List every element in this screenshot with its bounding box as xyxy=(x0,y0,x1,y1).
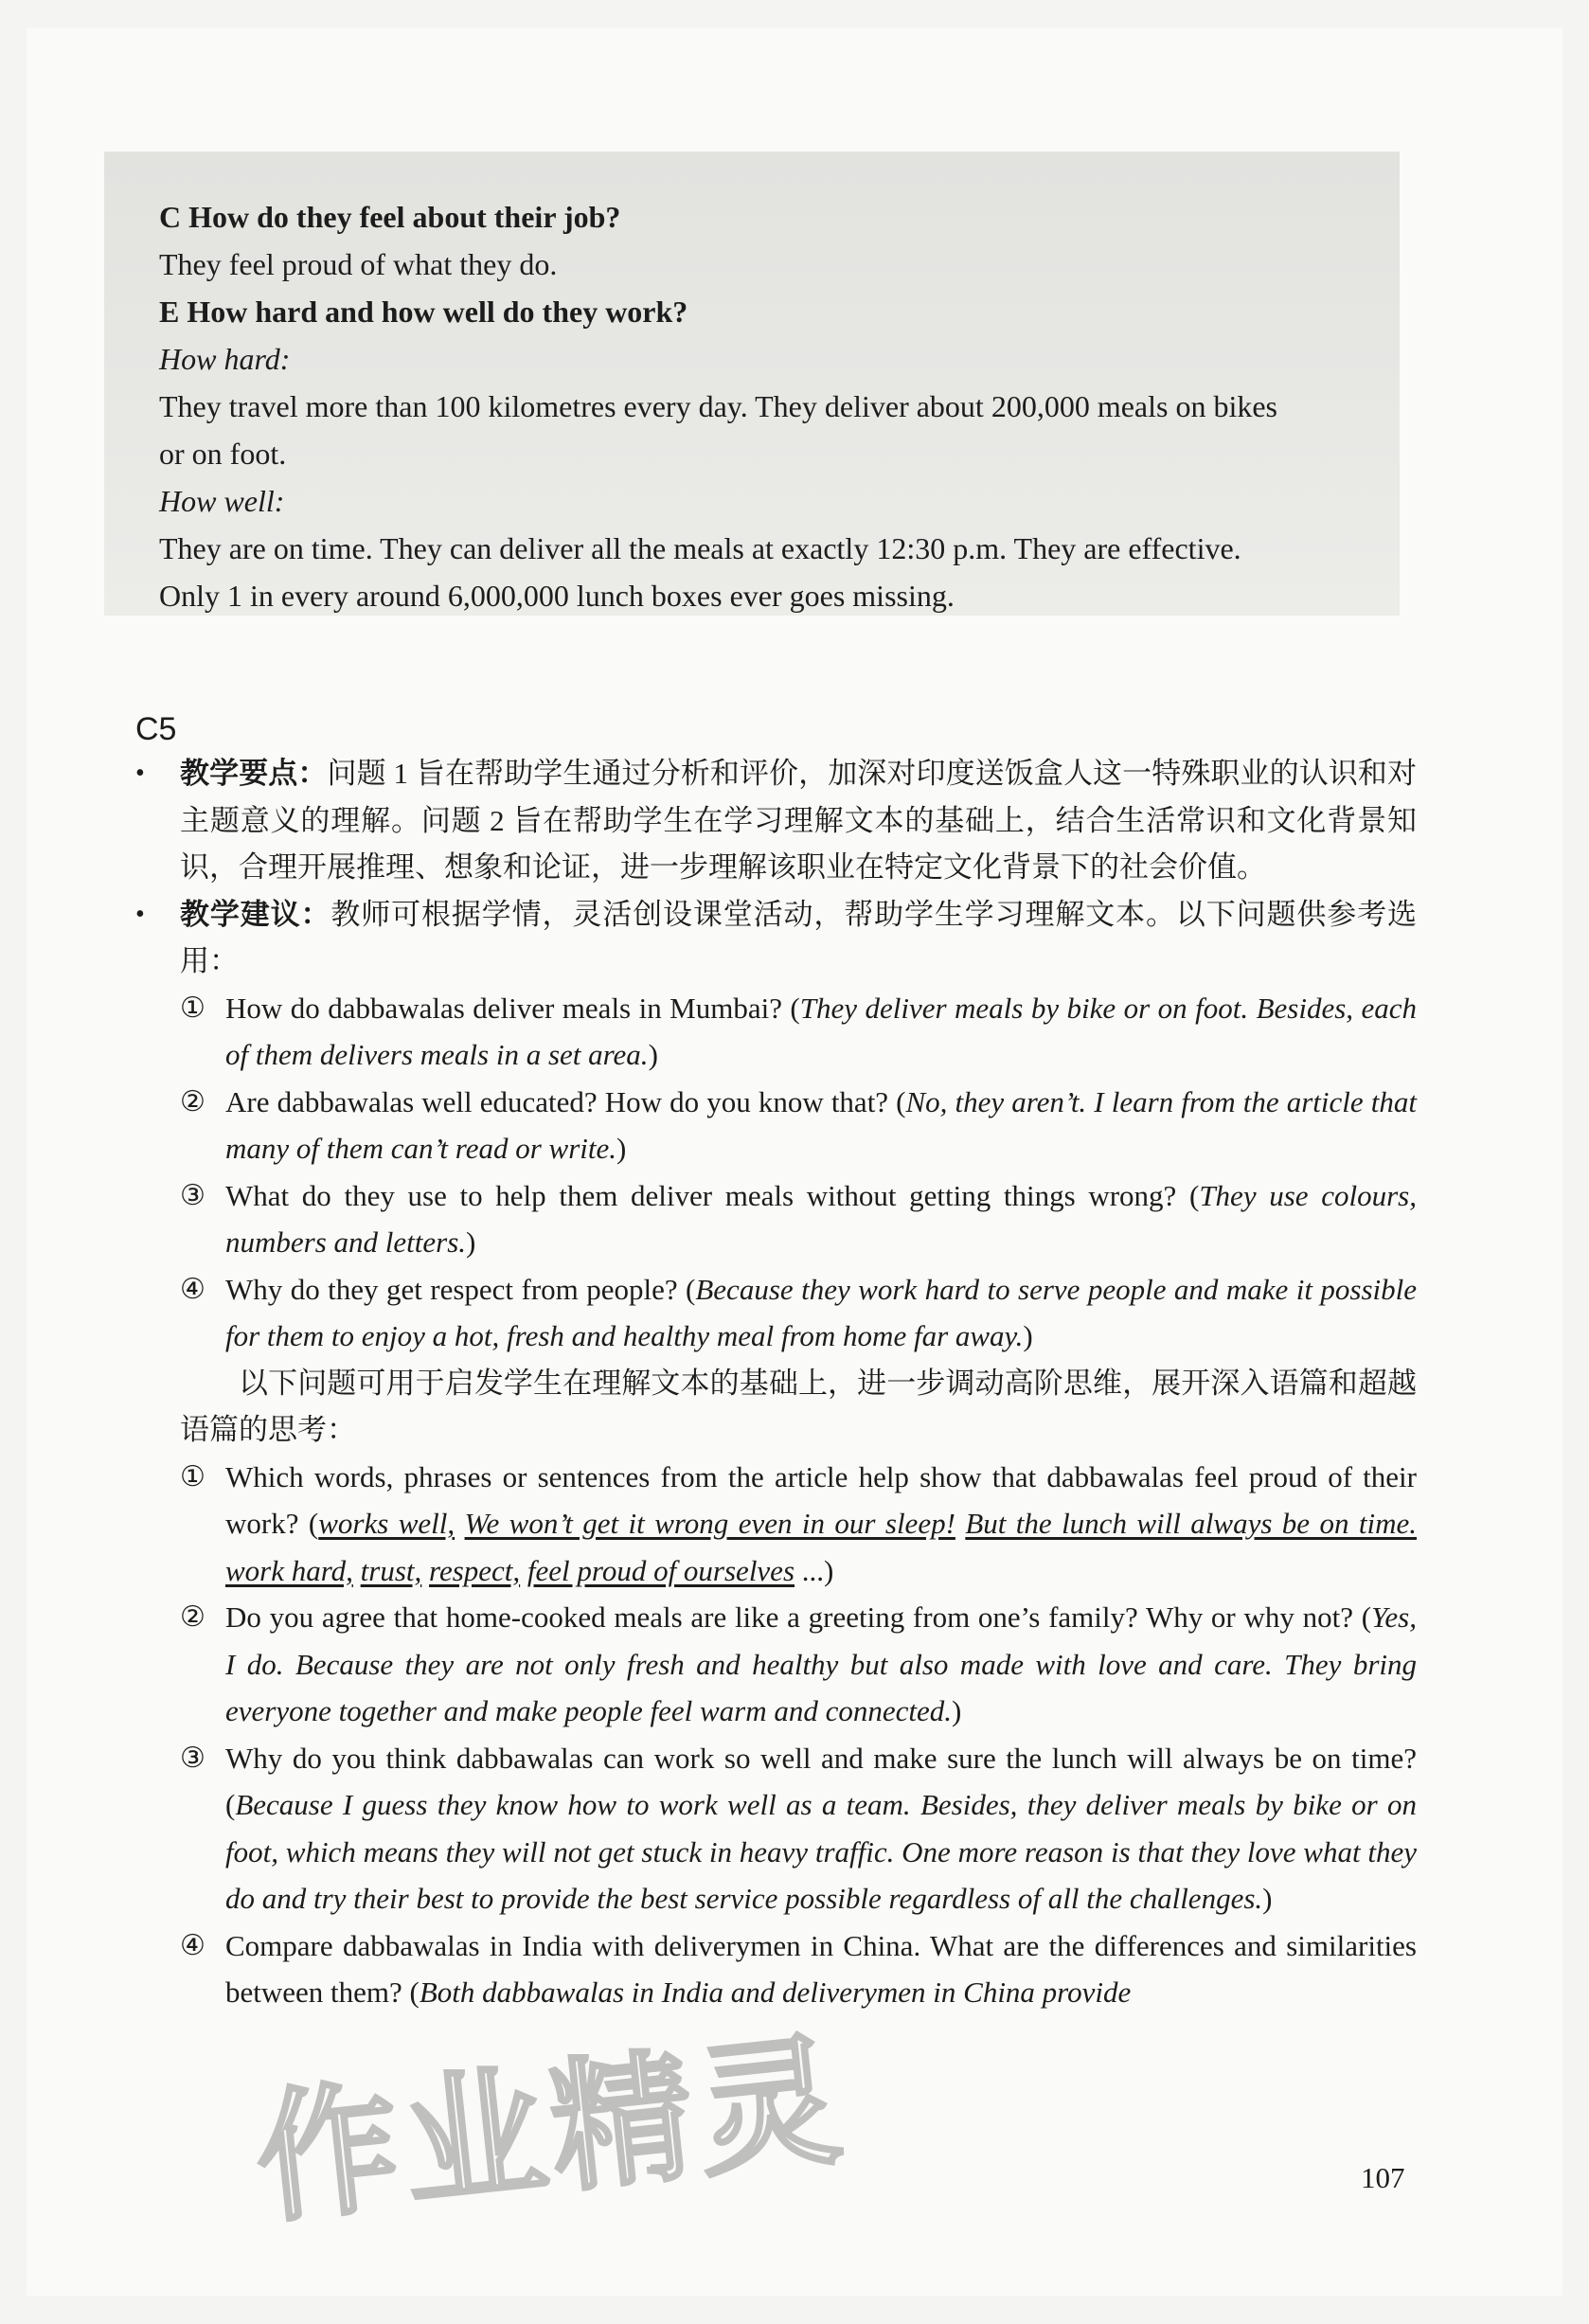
question-text: What do they use to help them deliver meals without getting things wrong? ( xyxy=(225,1178,1200,1212)
question-text: How do dabbawalas deliver meals in Mumbai? ( xyxy=(225,991,800,1025)
close-paren: ) xyxy=(951,1694,962,1727)
teaching-suggestion-text: 教师可根据学情，灵活创设课堂活动，帮助学生学习理解文本。以下问题供参考选用： xyxy=(180,897,1417,977)
question-text: Why do you think dabbawalas can work so well and make sure the lunch will always be on time? ( xyxy=(225,1741,1417,1821)
teaching-point-text: 问题 1 旨在帮助学生通过分析和评价，加深对印度送饭盒人这一特殊职业的认识和对主题意义的理解。问题 2 旨在帮助学生在学习理解文本的基础上，结合生活常识和文化背景知识，合理开展推理、想象和论证，进一步理解该职业在特定文化背景下的社会价值。 xyxy=(180,757,1418,884)
answer-text: Yes, I do. Because they are not only fresh and healthy but also made with love and care. They bring everyone together and make people feel warm and connected. xyxy=(225,1600,1417,1727)
question-text: Which words, phrases or sentences from the article help show that dabbawalas feel proud of their work? ( xyxy=(225,1459,1417,1540)
close-paren: ) xyxy=(466,1225,476,1259)
close-paren: ) xyxy=(1023,1319,1033,1352)
underlined-phrase: respect, xyxy=(429,1553,521,1587)
question-item xyxy=(133,1594,1417,1735)
page-number: 107 xyxy=(1361,2161,1405,2194)
question-item xyxy=(133,985,1417,1079)
answer-box xyxy=(104,152,1400,616)
question-number: ② xyxy=(180,1085,205,1117)
question-item xyxy=(133,1735,1417,1922)
question-number: ④ xyxy=(180,1273,205,1305)
question-text: Compare dabbawalas in India with deliverymen in China. What are the differences and similarities between them? ( xyxy=(225,1928,1417,2009)
transition-paragraph: 以下问题可用于启发学生在理解文本的基础上，进一步调动高阶思维，展开深入语篇和超越语篇的思考： xyxy=(180,1366,1417,1446)
teaching-point xyxy=(133,750,1417,891)
answer-text: Because they work hard to serve people and make it possible for them to enjoy a hot, fresh and healthy meal from home far away. xyxy=(225,1272,1417,1352)
how-well-line2: Only 1 in every around 6,000,000 lunch boxes ever goes missing. xyxy=(159,579,955,613)
question-number: ② xyxy=(180,1601,205,1633)
question-number: ③ xyxy=(180,1742,205,1774)
question-text: Why do they get respect from people? ( xyxy=(225,1272,696,1306)
question-number: ③ xyxy=(180,1179,205,1211)
underlined-phrase: feel proud of ourselves xyxy=(527,1553,795,1587)
e-heading: E How hard and how well do they work? xyxy=(159,295,688,329)
question-number: ④ xyxy=(180,1929,205,1961)
question-number: ① xyxy=(180,992,205,1024)
question-text: Do you agree that home-cooked meals are like a greeting from one’s family? Why or why not? ( xyxy=(225,1600,1372,1634)
answer-text: Because I guess they know how to work well as a team. Besides, they deliver meals by bike or on foot, which means they will not get stuck in heavy traffic. One more reason is that they love what they do and try their best to provide the best service possible regardless of all the challenges. xyxy=(225,1788,1417,1915)
bullet-dot: • xyxy=(135,759,145,788)
underlined-phrase: But the lunch will always be on time. xyxy=(965,1507,1418,1540)
section-content xyxy=(133,750,1417,2016)
underlined-phrase: works well, xyxy=(318,1507,455,1540)
underlined-phrase: We won’t get it wrong even in our sleep! xyxy=(464,1507,955,1540)
how-hard-line1: They travel more than 100 kilometres every day. They deliver about 200,000 meals on bikes xyxy=(159,389,1277,423)
question-text: Are dabbawalas well educated? How do you know that? ( xyxy=(225,1084,906,1118)
how-well-label: How well: xyxy=(159,484,285,518)
c-answer: They feel proud of what they do. xyxy=(159,247,558,281)
close-paren: ) xyxy=(616,1132,627,1165)
teaching-suggestion-label: 教学建议： xyxy=(180,897,331,931)
question-item xyxy=(133,1922,1417,2016)
c-heading: C How do they feel about their job? xyxy=(159,200,621,234)
answer-text: No, they aren’t. I learn from the article that many of them can’t read or write. xyxy=(225,1084,1417,1165)
question-item xyxy=(133,1079,1417,1172)
section-title: C5 xyxy=(135,711,177,747)
answer-text: They use colours, numbers and letters. xyxy=(225,1178,1417,1259)
question-item xyxy=(133,1454,1417,1595)
underlined-phrase: work hard, xyxy=(225,1553,353,1587)
answer-text: They deliver meals by bike or on foot. Besides, each of them delivers meals in a set area. xyxy=(225,991,1418,1071)
close-paren: ) xyxy=(1262,1882,1273,1915)
teaching-point-label: 教学要点： xyxy=(180,757,328,790)
how-well-line1: They are on time. They can deliver all the meals at exactly 12:30 p.m. They are effective. xyxy=(159,531,1241,565)
how-hard-label: How hard: xyxy=(159,342,291,376)
how-hard-line2: or on foot. xyxy=(159,437,287,471)
answer-tail: ...) xyxy=(794,1553,834,1587)
answer-text: Both dabbawalas in India and deliverymen in China provide xyxy=(419,1975,1132,2009)
question-item xyxy=(133,1266,1417,1360)
close-paren: ) xyxy=(648,1038,658,1071)
bullet-dot: • xyxy=(135,899,145,929)
question-number: ① xyxy=(180,1460,205,1493)
question-item xyxy=(133,1172,1417,1266)
underlined-phrase: trust, xyxy=(360,1553,422,1587)
teaching-suggestion xyxy=(133,891,1417,985)
